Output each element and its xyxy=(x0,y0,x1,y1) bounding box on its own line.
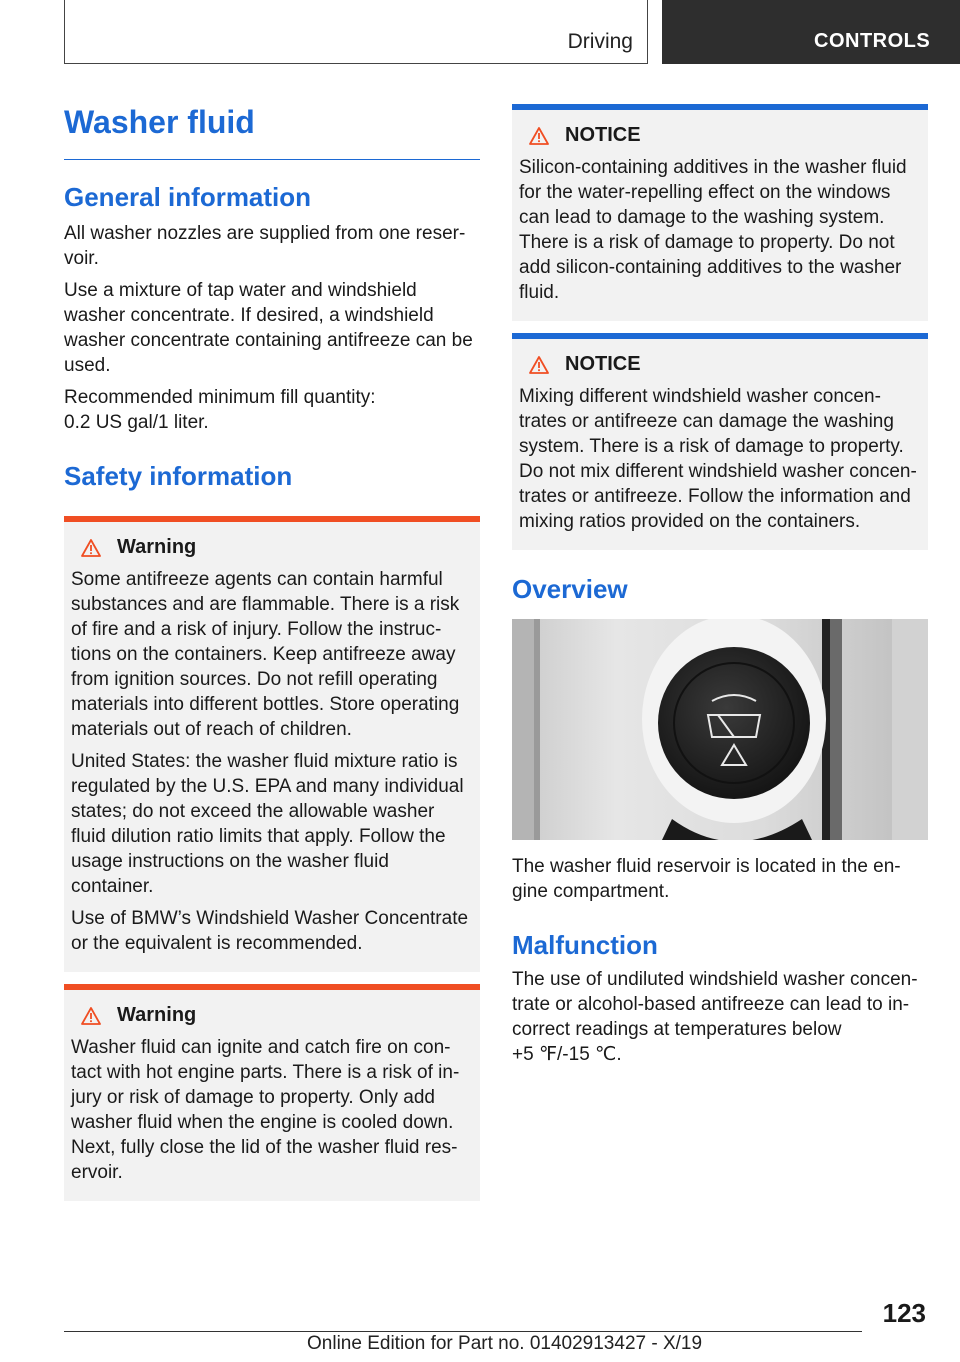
header-section-tab xyxy=(662,0,960,64)
warning-box-2-p1: Washer fluid can ignite and catch fire on con-tact with hot engine parts. There is a risk of in-jury or risk of damage to property. Only add washer fluid when the engine is cooled down. Next, fully close the lid of the washer fluid res-ervoir. xyxy=(71,1037,460,1183)
notice-box-1 xyxy=(512,104,928,321)
malfunction-p1: The use of undiluted windshield washer concen-trate or alcohol-based antifreeze can lead to in-correct readings at temperatures below xyxy=(512,969,918,1040)
notice-triangle-icon xyxy=(529,356,549,374)
header-section: CONTROLS xyxy=(814,30,931,52)
notice-box-1-header xyxy=(519,124,922,147)
general-info-p3-line2: 0.2 US gal/1 liter. xyxy=(64,412,209,433)
notice-box-1-p1: Silicon-containing additives in the washer fluid for the water-repelling effect on the windows can lead to damage to the washing system. There is a risk of damage to property. Do not add silicon-containing additives to the washer fluid. xyxy=(519,157,907,303)
general-info-p1: All washer nozzles are supplied from one reser-voir. xyxy=(64,223,466,269)
warning-box-2-label: Warning xyxy=(117,1004,197,1026)
warning-box-1 xyxy=(64,516,480,972)
overview-heading: Overview xyxy=(512,574,628,604)
malfunction-p1-line2: +5 ℉/-15 ℃. xyxy=(512,1044,622,1065)
page-number: 123 xyxy=(882,1298,926,1328)
page-title: Washer fluid xyxy=(64,104,480,160)
notice-box-2-p1: Mixing different windshield washer concen-trates or antifreeze can damage the washing system. There is a risk of damage to property. Do not mix different windshield washer concen-trates or antifreeze. Follow the information and mixing ratios provided on the containers. xyxy=(519,386,917,532)
footer-divider xyxy=(64,1331,862,1332)
left-column xyxy=(64,104,480,1201)
header-chapter: Driving xyxy=(567,30,633,53)
general-info-p2: Use a mixture of tap water and windshield washer concentrate. If desired, a windshield washer concentrate containing antifreeze can be used. xyxy=(64,280,473,376)
overview-caption: The washer fluid reservoir is located in the en-gine compartment. xyxy=(512,856,901,902)
general-info-p3-line1: Recommended minimum fill quantity: xyxy=(64,387,376,408)
warning-box-1-p2: United States: the washer fluid mixture ratio is regulated by the U.S. EPA and many individual states; do not exceed the allowable washer fluid dilution ratio limits that apply. Follow the usage instructions on the washer fluid container. xyxy=(71,751,464,897)
warning-triangle-icon xyxy=(81,539,101,557)
warning-box-1-header xyxy=(71,536,474,559)
right-column xyxy=(512,104,928,1067)
warning-box-2 xyxy=(64,984,480,1201)
footer-edition: Online Edition for Part no. 01402913427 - X/19 xyxy=(307,1333,703,1354)
notice-box-2 xyxy=(512,333,928,550)
notice-box-1-label: NOTICE xyxy=(565,124,641,146)
washer-reservoir-image xyxy=(512,619,928,840)
safety-info-heading: Safety information xyxy=(64,461,293,491)
warning-box-1-p3: Use of BMW’s Windshield Washer Concentrate or the equivalent is recommended. xyxy=(71,908,469,954)
warning-box-2-header xyxy=(71,1004,474,1027)
warning-box-1-label: Warning xyxy=(117,536,197,558)
warning-box-1-p1: Some antifreeze agents can contain harmful substances and are flammable. There is a risk of fire and a risk of injury. Follow the instruc-tions on the containers. Keep antifreeze away from ignition sources. Do not refill operating materials into different bottles. Store operating materials out of reach of children. xyxy=(71,569,460,740)
general-info-heading: General information xyxy=(64,182,312,212)
header-chapter-box xyxy=(64,0,648,64)
notice-triangle-icon xyxy=(529,127,549,145)
malfunction-heading: Malfunction xyxy=(512,930,658,960)
notice-box-2-label: NOTICE xyxy=(565,353,641,375)
notice-box-2-header xyxy=(519,353,922,376)
warning-triangle-icon xyxy=(81,1007,101,1025)
